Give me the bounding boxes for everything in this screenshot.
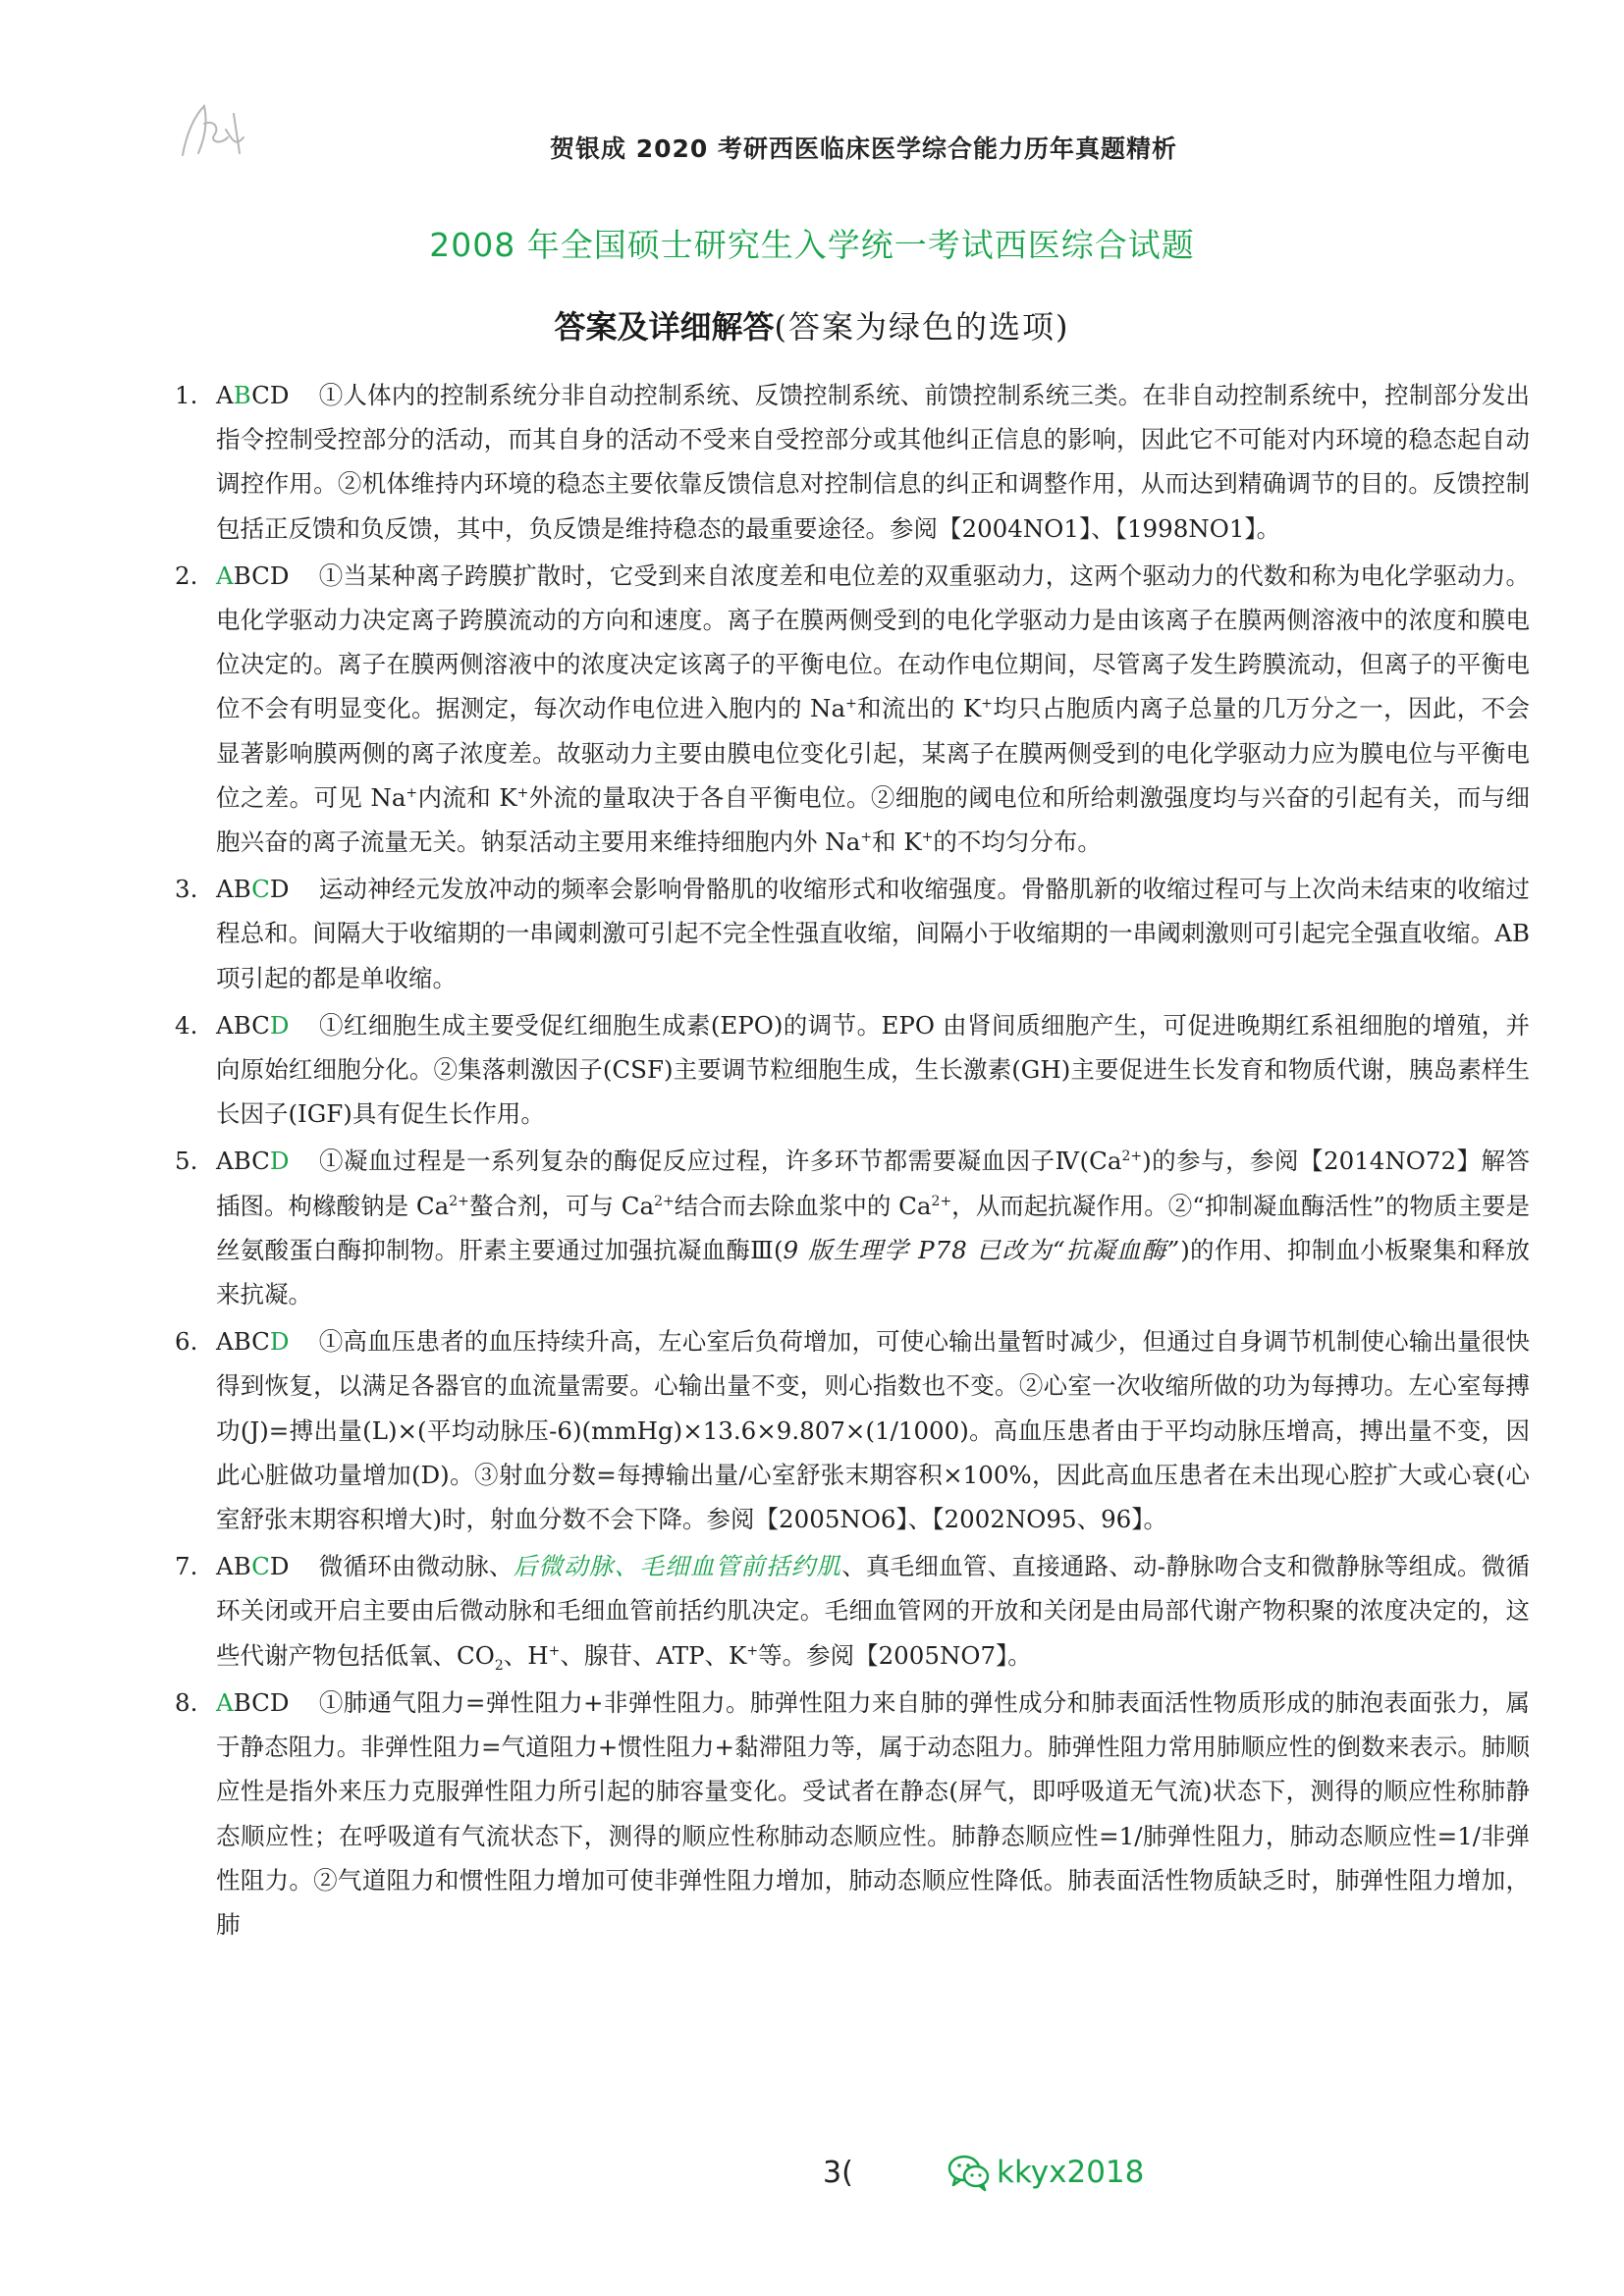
correct-choice: B [233,381,252,409]
choice-options: ABCD [216,1687,290,1717]
choice-options: ABCD [216,561,290,590]
answer-item-7 [175,1544,1530,1678]
correct-choice: A [216,561,234,590]
question-number: 8. [175,1687,198,1717]
watermark [947,2150,1144,2195]
correct-choice: D [269,1147,290,1176]
correct-choice: A [216,1687,234,1717]
pencil-scribble-icon [175,94,251,163]
answer-item-5 [175,1139,1530,1316]
question-number: 4. [175,1010,198,1040]
watermark-text: kkyx2018 [997,2155,1145,2190]
answer-item-8 [175,1681,1530,1947]
choice-options: ABCD [216,1327,290,1357]
italic-note: 9 版生理学 P78 已改为“抗凝血酶” [783,1235,1181,1264]
question-number: 3. [175,875,198,904]
exam-title: 2008 年全国硕士研究生入学统一考试西医综合试题 [429,226,1195,264]
answer-heading-note: (答案为绿色的选项) [774,308,1070,346]
choice-options: ABCD [216,875,290,904]
answer-heading-main: 答案及详细解答 [554,308,775,346]
answer-explanation: ①肺通气阻力=弹性阻力+非弹性阻力。肺弹性阻力来自肺的弹性成分和肺表面活性物质形成的肺泡表面张力，属于静态阻力。非弹性阻力=气道阻力+惯性阻力+黏滞阻力等，属于动态阻力。肺弹性阻力常用肺顺应性的倒数来表示。肺顺应性是指外来压力克服弹性阻力所引起的肺容量变化。受试者在静态(屏气，即呼吸道无气流)状态下，测得的顺应性称肺静态顺应性；在呼吸道有气流状态下，测得的顺应性称肺动态顺应性。肺静态顺应性=1/肺弹性阻力，肺动态顺应性=1/非弹性阻力。②气道阻力和惯性阻力增加可使非弹性阻力增加，肺动态顺应性降低。肺表面活性物质缺乏时，肺弹性阻力增加，肺 [216,1687,1530,1939]
wechat-icon [947,2153,991,2192]
choice-options: ABCD [216,1010,290,1040]
answer-item-4 [175,1003,1530,1137]
correct-choice: D [269,1010,290,1040]
answer-explanation: ①高血压患者的血压持续升高，左心室后负荷增加，可使心输出量暂时减少，但通过自身调节机制使心输出量很快得到恢复，以满足各器官的血流量需要。心输出量不变，则心指数也不变。②心室一次收缩所做的功为每搏功。左心室每搏功(J)=搏出量(L)×(平均动脉压-6)(mmHg)×13.6×9.807×(1/1000)。高血压患者由于平均动脉压增高，搏出量不变，因此心脏做功量增加(D)。③射血分数=每搏输出量/心室舒张末期容积×100%，因此高血压患者在未出现心腔扩大或心衰(心室舒张末期容积增大)时，射血分数不会下降。参阅【2005NO6】、【2002NO95、96】。 [216,1327,1530,1534]
running-header: 贺银成 2020 考研西医临床医学综合能力历年真题精析 [550,134,1177,163]
answer-item-6 [175,1319,1530,1541]
answer-explanation: ①红细胞生成主要受促红细胞生成素(EPO)的调节。EPO 由肾间质细胞产生，可促进晚期红系祖细胞的增殖，并向原始红细胞分化。②集落刺激因子(CSF)主要调节粒细胞生成，生长激素(GH)主要促进生长发育和物质代谢，胰岛素样生长因子(IGF)具有促生长作用。 [216,1010,1530,1129]
answer-list [175,373,1530,1949]
correct-choice: C [251,875,270,904]
question-number: 1. [175,381,198,409]
question-number: 5. [175,1147,198,1176]
page-number: 3( [823,2156,853,2190]
answer-explanation: ①凝血过程是一系列复杂的酶促反应过程，许多环节都需要凝血因子$Ⅳ(Ca^{2+})$的参与，参阅【2014NO72】解答插图。枸橼酸钠是 $Ca^{2+}$螯合剂，可与 $Ca^{2+}$结合而去除血浆中的 $Ca^{2+}$，从而起抗凝作用。②“抑制凝血酶活性”的物质主要是丝氨酸蛋白酶抑制物。肝素主要通过加强抗凝血酶Ⅲ(9 版生理学 P78 已改为“抗凝血酶”)的作用、抑制血小板聚集和释放来抗凝。 [216,1147,1531,1309]
question-number: 7. [175,1552,198,1581]
answer-item-1 [175,373,1530,551]
choice-options: ABCD [216,1147,290,1176]
answer-explanation: 微循环由微动脉、后微动脉、毛细血管前括约肌、真毛细血管、直接通路、动-静脉吻合支和微静脉等组成。微循环关闭或开启主要由后微动脉和毛细血管前括约肌决定。毛细血管网的开放和关闭是由局部代谢产物积聚的浓度决定的，这些代谢产物包括低氧、$CO_2$、H+、腺苷、ATP、K+等。参阅【2005NO7】。 [216,1552,1531,1674]
question-number: 2. [175,561,198,590]
question-number: 6. [175,1327,198,1357]
correct-choice: D [269,1327,290,1357]
choice-options: ABCD [216,1552,290,1581]
answer-explanation: ①当某种离子跨膜扩散时，它受到来自浓度差和电位差的双重驱动力，这两个驱动力的代数和称为电化学驱动力。电化学驱动力决定离子跨膜流动的方向和速度。离子在膜两侧受到的电化学驱动力是由该离子在膜两侧溶液中的浓度和膜电位决定的。离子在膜两侧溶液中的浓度决定该离子的平衡电位。在动作电位期间，尽管离子发生跨膜流动，但离子的平衡电位不会有明显变化。据测定，每次动作电位进入胞内的 Na+和流出的 K+均只占胞质内离子总量的几万分之一，因此，不会显著影响膜两侧的离子浓度差。故驱动力主要由膜电位变化引起，某离子在膜两侧受到的电化学驱动力应为膜电位与平衡电位之差。可见 Na+内流和 K+外流的量取决于各自平衡电位。②细胞的阈电位和所给刺激强度均与兴奋的引起有关，而与细胞兴奋的离子流量无关。钠泵活动主要用来维持细胞内外 Na+和 K+的不均匀分布。 [216,561,1530,857]
correct-choice: C [251,1552,270,1581]
answer-item-2 [175,554,1530,864]
choice-options: ABCD [216,381,290,409]
highlighted-terms: 后微动脉、毛细血管前括约肌 [513,1552,842,1581]
answer-item-3 [175,867,1530,1000]
answer-explanation: 运动神经元发放冲动的频率会影响骨骼肌的收缩形式和收缩强度。骨骼肌新的收缩过程可与上次尚未结束的收缩过程总和。间隔大于收缩期的一串阈刺激可引起不完全性强直收缩，间隔小于收缩期的一串阈刺激则可引起完全强直收缩。AB 项引起的都是单收缩。 [216,875,1530,992]
answer-explanation: ①人体内的控制系统分非自动控制系统、反馈控制系统、前馈控制系统三类。在非自动控制系统中，控制部分发出指令控制受控部分的活动，而其自身的活动不受来自受控部分或其他纠正信息的影响，因此它不可能对内环境的稳态起自动调控作用。②机体维持内环境的稳态主要依靠反馈信息对控制信息的纠正和调整作用，从而达到精确调节的目的。反馈控制包括正反馈和负反馈，其中，负反馈是维持稳态的最重要途径。参阅【2004NO1】、【1998NO1】。 [216,381,1530,543]
answer-heading [0,302,1624,347]
